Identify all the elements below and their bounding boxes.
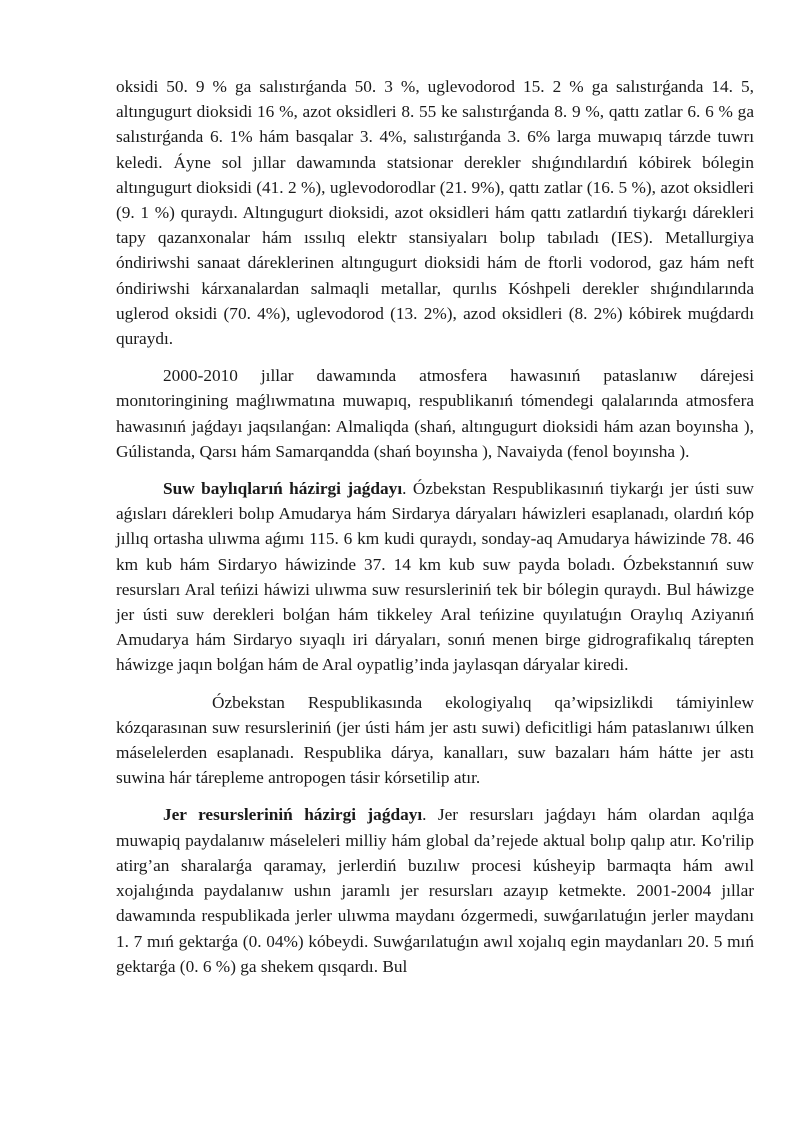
- paragraph-land-resources: [116, 802, 754, 978]
- paragraph-water-security: Ózbekstan Respublikasında ekologiyalıq qa’wipsizlikdi támiyinlew kózqarasınan suw resursleriniń (jer ústi hám jer astı suwi) deficitligi hám pataslanıwı úlken máselelerden esaplanadı. Respublika dárya, kanalları, suw bazaları hám hátte jer astı suwina hár tárepleme antropogen tásir kórsetilip atır.: [116, 692, 754, 788]
- paragraph-water-resources: [116, 476, 754, 678]
- document-page: [116, 74, 754, 979]
- heading-land-resources: Jer resursleriniń házirgi jaǵdayı: [163, 805, 423, 825]
- text-water-resources: . Ózbekstan Respublikasınıń tiykarǵı jer ústi suw aǵısları dárekleri bolıp Amudarya hám Sirdarya dáryaları háwizleri esaplanadı, olardıń kóp jıllıq ortasha ulıwma aǵımı 115. 6 km kudi quraydı, sonday-aq Amudarya háwizinde 78. 46 km kub hám Sirdaryo háwizinde 37. 14 km kub suw payda boladı. Ózbekstannıń suw resursları Aral teńizi háwizi ulıwma suw resursleriniń tek bir bólegin quraydı. Bul háwizge jer ústi suw derekleri bolǵan hám tikkeley Aral teńizine quyılatuǵın Oraylıq Aziyanıń Amudarya hám Sirdaryo sıyaqlı iri dáryaları, sonıń menen birge gidrografikalıq tárepten háwizge jaqın bolǵan hám de Aral oypatlig’inda jaylasqan dáryalar kiredi.: [116, 479, 754, 675]
- heading-water-resources: Suw baylıqlarıń házirgi jaǵdayı: [163, 479, 403, 499]
- paragraph-air-monitoring: 2000-2010 jıllar dawamında atmosfera hawasınıń pataslanıw dárejesi monıtoringining maǵlıwmatına muwapıq, respublikanıń tómendegi qalalarında atmosfera hawasınıń jaǵdayı jaqsılanǵan: Almaliqda (shań, altıngugurt dioksidi hám azan boyınsha ), Gúlistanda, Qarsı hám Samarqandda (shań boyınsha ), Navaiyda (fenol boyınsha ).: [116, 366, 754, 461]
- text-land-resources: . Jer resursları jaǵdayı hám olardan aqılǵa muwapiq paydalanıw máseleleri milliy hám global da’rejede aktual bolıp qalıp atır. Ko'rilip atirg’an sharalarǵa qaramay, jerlerdiń buzılıw procesi kúsheyip barmaqta hám awıl xojalıǵında paydalanıw ushın jaramlı jer resursları azayıp ketmekte. 2001-2004 jıllar dawamında respublikada jerler ulıwma maydanı ózgermedi, suwǵarılatuǵın jerler maydanı 1. 7 mıń gektarǵa (0. 04%) kóbeydi. Suwǵarılatuǵın awıl xojalıq egin maydanları 20. 5 mıń gektarǵa (0. 6 %) ga shekem qısqardı. Bul: [116, 805, 755, 976]
- paragraph-emissions: oksidi 50. 9 % ga salıstırǵanda 50. 3 %, uglevodorod 15. 2 % ga salıstırǵanda 14. 5, altıngugurt dioksidi 16 %, azot oksidleri 8. 55 ke salıstırǵanda 8. 9 %, qattı zatlar 6. 6 % ga salıstırǵanda 6. 1% hám basqalar 3. 4%, salıstırǵanda 3. 6% larga muwapıq tárzde tuwrı keledi. Áyne sol jıllar dawamında statsionar derekler shıǵındılardıń kóbirek bólegin altıngugurt dioksidi (41. 2 %), uglevodorodlar (21. 9%), qattı zatlar (16. 5 %), azot oksidleri (9. 1 %) quraydı. Altıngugurt dioksidi, azot oksidleri hám qattı zatlardıń tiykarǵı dárekleri tapy qazanxonalar hám ıssılıq elektr stansiyaları bolıp tabıladı (IES). Metallurgiya óndiriwshi sanaat dáreklerinen altıngugurt dioksidi hám de ftorli vodorod, gaz hám neft óndiriwshi kárxanalardan salmaqli metallar, qurılıs Kóshpeli derekler shıǵındılarında uglerod oksidi (70. 4%), uglevodorod (13. 2%), azod oksidleri (8. 2%) kóbirek muǵdardı quraydı.: [116, 77, 754, 349]
